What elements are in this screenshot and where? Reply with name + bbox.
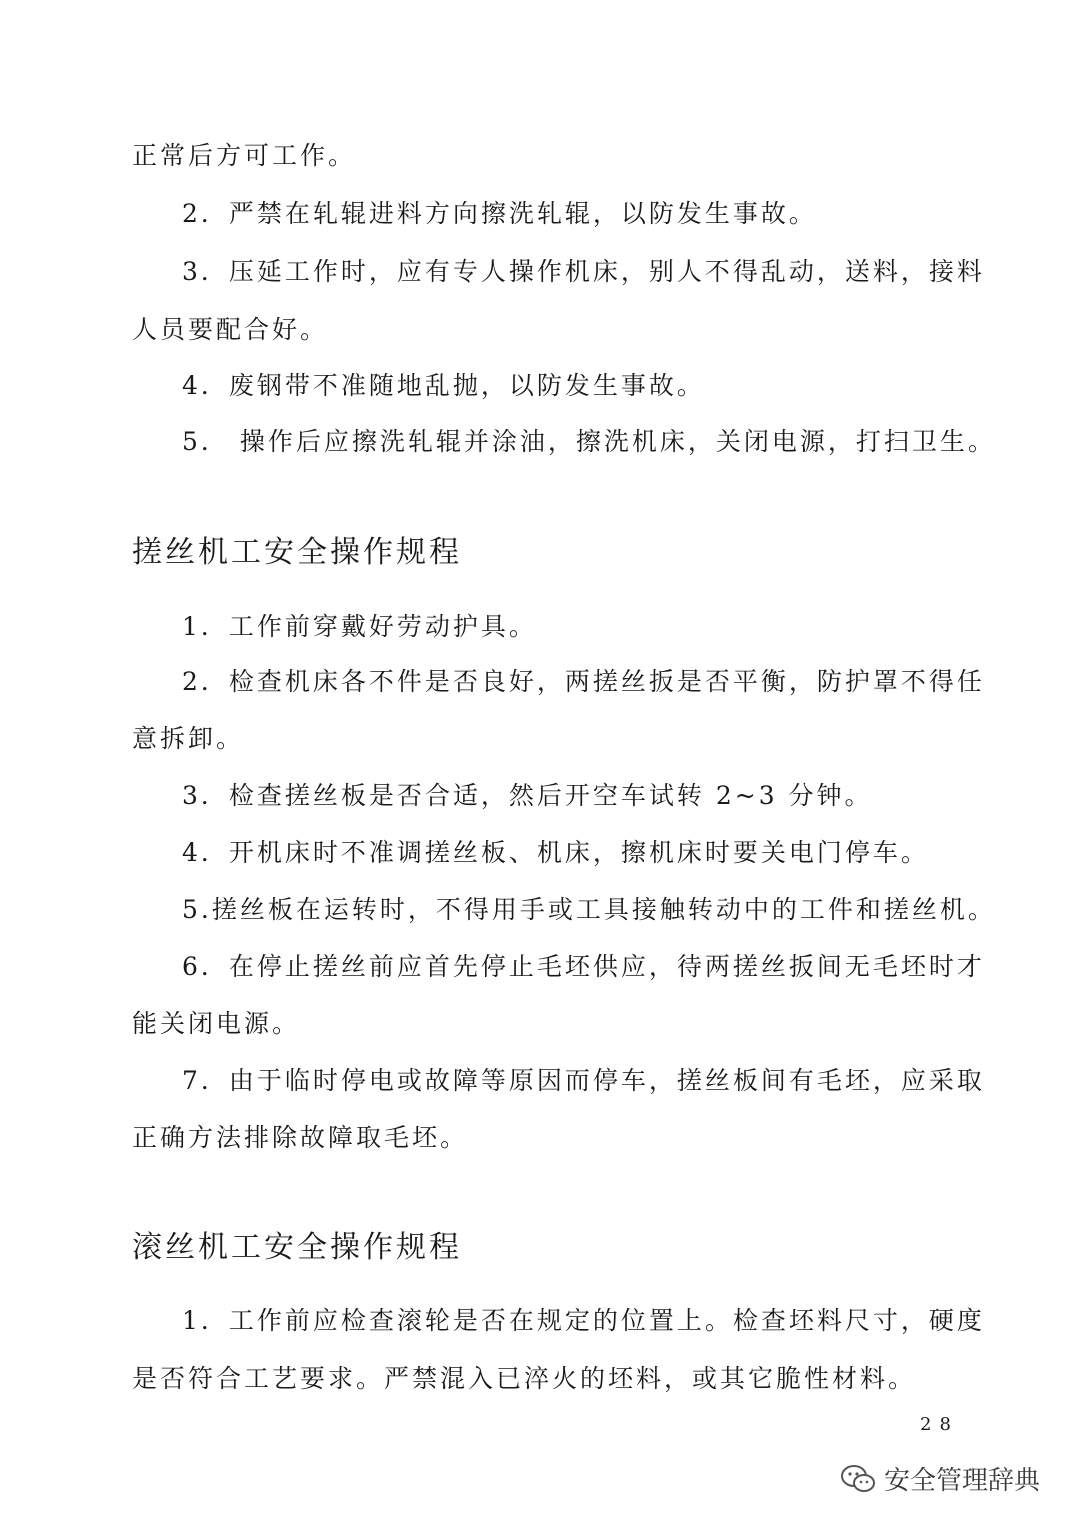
section-heading: 滚丝机工安全操作规程	[132, 1230, 462, 1265]
paragraph-line: 正确方法排除故障取毛坯。	[132, 1123, 469, 1152]
page-number: 28	[920, 1414, 959, 1435]
paragraph-line: 3．检查搓丝板是否合适，然后开空车试转 2~3 分钟。	[182, 781, 873, 810]
paragraph-line: 人员要配合好。	[132, 315, 329, 344]
paragraph-line: 1．工作前应检查滚轮是否在规定的位置上。检查坯料尺寸，硬度	[182, 1306, 985, 1335]
watermark	[840, 1460, 1040, 1497]
paragraph-line: 4．开机床时不准调搓丝板、机床，擦机床时要关电门停车。	[182, 838, 929, 867]
paragraph-line: 是否符合工艺要求。严禁混入已淬火的坯料，或其它脆性材料。	[132, 1364, 917, 1393]
paragraph-line: 1．工作前穿戴好劳动护具。	[182, 612, 537, 641]
paragraph-line: 7．由于临时停电或故障等原因而停车，搓丝板间有毛坯，应采取	[182, 1066, 985, 1095]
paragraph-line: 2．检查机床各不件是否良好，两搓丝扳是否平衡，防护罩不得任	[182, 667, 985, 696]
paragraph-line: 意拆卸。	[132, 724, 245, 753]
section-heading: 搓丝机工安全操作规程	[132, 535, 462, 570]
paragraph-line: 2．严禁在轧辊进料方向擦洗轧辊，以防发生事故。	[182, 199, 817, 228]
paragraph-line: 5． 操作后应擦洗轧辊并涂油，擦洗机床，关闭电源，打扫卫生。	[182, 427, 996, 456]
paragraph-line: 3．压延工作时，应有专人操作机床，别人不得乱动，送料，接料	[182, 257, 985, 286]
paragraph-line: 正常后方可工作。	[132, 141, 357, 170]
wechat-icon	[840, 1464, 876, 1494]
watermark-text: 安全管理辞典	[884, 1466, 1041, 1496]
paragraph-line: 能关闭电源。	[132, 1009, 301, 1038]
paragraph-line: 4．废钢带不准随地乱抛，以防发生事故。	[182, 371, 705, 400]
paragraph-line: 5.搓丝板在运转时，不得用手或工具接触转动中的工件和搓丝机。	[182, 895, 996, 924]
paragraph-line: 6．在停止搓丝前应首先停止毛坯供应，待两搓丝扳间无毛坯时才	[182, 952, 985, 981]
